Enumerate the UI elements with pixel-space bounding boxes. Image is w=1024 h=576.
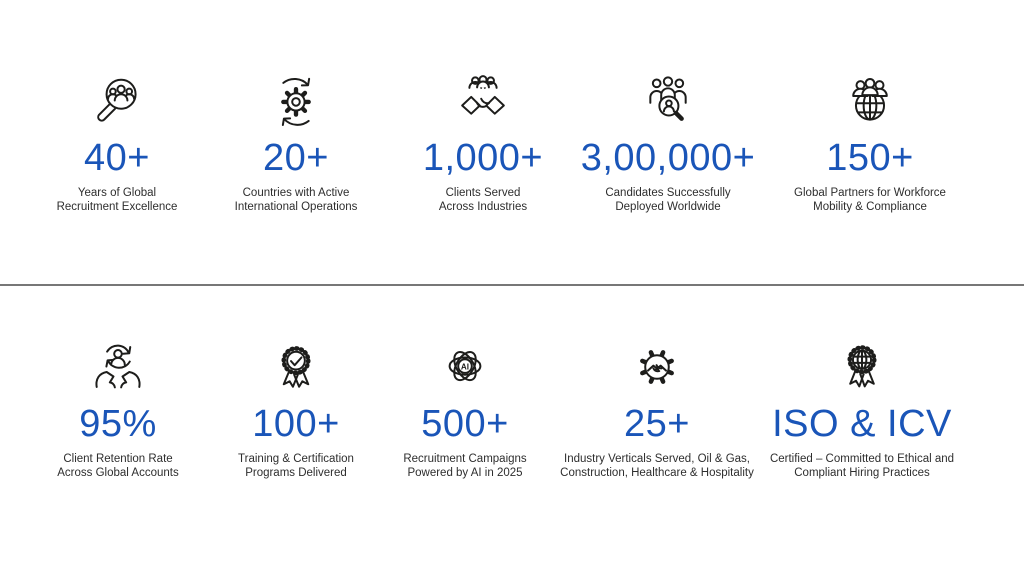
stat-label-line2: Powered by AI in 2025 <box>407 466 523 479</box>
stat-card-certifications <box>734 338 990 480</box>
stat-label-line1: Client Retention Rate <box>63 453 173 465</box>
stat-label-line1: Global Partners for Workforce <box>794 187 946 199</box>
stat-value: 500+ <box>421 403 509 445</box>
gear-handshake-icon <box>628 338 686 396</box>
hands-care-person-icon <box>89 338 147 396</box>
stat-value: 1,000+ <box>422 137 544 179</box>
candidates-search-icon <box>639 72 697 130</box>
stat-label-line2: Deployed Worldwide <box>615 200 721 213</box>
stat-value: 100+ <box>252 403 340 445</box>
stat-label-line2: Recruitment Excellence <box>56 200 178 213</box>
stat-label-line1: Countries with Active <box>242 187 350 199</box>
stat-label-line2: International Operations <box>234 200 358 213</box>
stat-value: 3,00,000+ <box>580 137 756 179</box>
stat-label-line1: Years of Global <box>77 187 157 199</box>
stat-label-line1: Recruitment Campaigns <box>403 453 527 465</box>
stat-value: 150+ <box>826 137 914 179</box>
gear-sync-arrows-icon <box>267 72 325 130</box>
stat-card-partners <box>742 72 998 214</box>
stat-label-line2: Programs Delivered <box>245 466 347 479</box>
stat-label-line1: Industry Verticals Served, Oil & Gas, <box>564 453 750 465</box>
stat-label-line1: Clients Served <box>445 187 521 199</box>
stat-label-line1: Candidates Successfully <box>605 187 731 199</box>
magnifier-people-icon <box>88 72 146 130</box>
svg-text:AI: AI <box>460 362 470 372</box>
award-ribbon-check-icon <box>267 338 325 396</box>
stat-value: 20+ <box>263 137 329 179</box>
ai-atom-icon <box>436 338 494 396</box>
globe-people-icon <box>841 72 899 130</box>
stat-label-line2: Across Global Accounts <box>57 466 179 479</box>
stat-label-line2: Construction, Healthcare & Hospitality <box>560 466 754 479</box>
stat-label-line2: Mobility & Compliance <box>813 200 927 213</box>
stat-label-line2: Compliant Hiring Practices <box>794 466 930 479</box>
stat-value: 40+ <box>84 137 150 179</box>
handshake-team-icon <box>454 72 512 130</box>
stat-value: 95% <box>79 403 157 445</box>
stat-value: ISO & ICV <box>772 403 952 445</box>
stat-label-line1: Training & Certification <box>238 453 354 465</box>
stat-label-line1: Certified – Committed to Ethical and <box>769 453 955 465</box>
section-divider <box>0 284 1024 286</box>
stat-label-line2: Across Industries <box>438 200 528 213</box>
stat-value: 25+ <box>624 403 690 445</box>
badge-globe-icon <box>833 338 891 396</box>
